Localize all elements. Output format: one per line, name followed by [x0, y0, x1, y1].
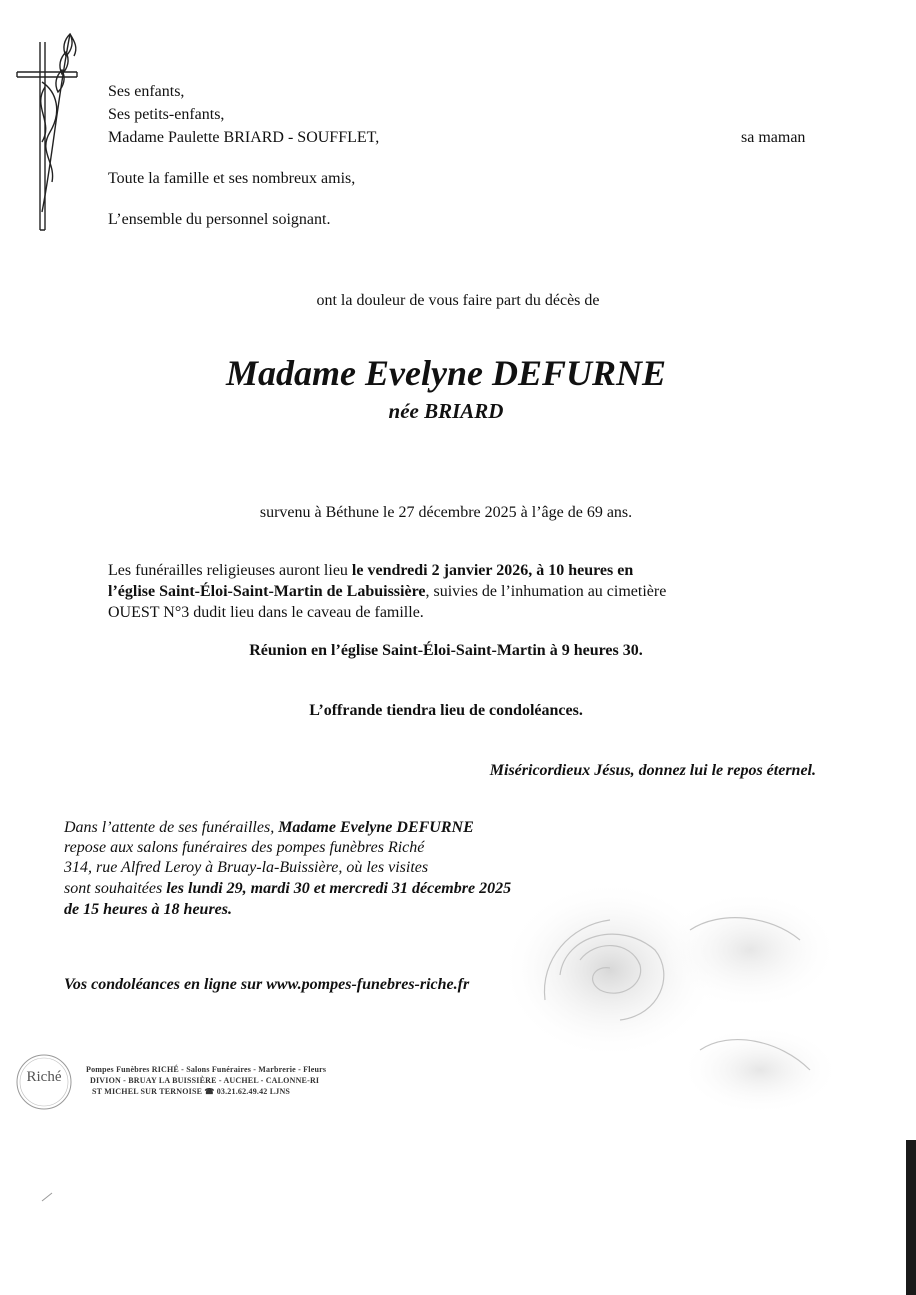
offering-info: L’offrande tiendra lieu de condoléances. — [309, 702, 583, 719]
cross-with-wheat-icon — [12, 12, 92, 237]
funeral-line-3: OUEST N°3 dudit lieu dans le caveau de famille. — [108, 604, 424, 621]
scan-edge — [906, 1140, 916, 1295]
footer-line-3: ST MICHEL SUR TERNOISE ☎ 03.21.62.49.42 LJNS — [92, 1087, 291, 1096]
funeral-burial: , suivies de l’inhumation au cimetière — [425, 583, 667, 600]
care-staff: L’ensemble du personnel soignant. — [108, 211, 331, 228]
funeral-date: le vendredi 2 janvier 2026, à 10 heures en — [351, 562, 634, 579]
deceased-name: Madame Evelyne DEFURNE — [226, 353, 666, 393]
visitation-hours: de 15 heures à 18 heures. — [64, 901, 233, 918]
online-condolences: Vos condoléances en ligne sur www.pompes-funebres-riche.fr — [64, 976, 470, 993]
family-grandchildren: Ses petits-enfants, — [108, 106, 225, 123]
pen-mark — [40, 1185, 70, 1205]
logo-text: Riché — [26, 1069, 62, 1085]
visitation-line-3: 314, rue Alfred Leroy à Bruay-la-Buissière, où les visites — [64, 859, 429, 876]
death-info: survenu à Béthune le 27 décembre 2025 à l’âge de 69 ans. — [259, 504, 633, 521]
visitation-line-4 — [64, 879, 511, 899]
family-mother-relation: sa maman — [741, 129, 806, 146]
visitation-dates: les lundi 29, mardi 30 et mercredi 31 décembre 2025 — [166, 880, 512, 897]
family-children: Ses enfants, — [108, 83, 185, 100]
funeral-church: l’église Saint-Éloi-Saint-Martin de Labuissière — [108, 583, 426, 600]
maiden-name: née BRIARD — [388, 399, 504, 423]
visitation-name: Madame Evelyne DEFURNE — [278, 819, 474, 836]
footer-line-1: Pompes Funèbres RICHÉ - Salons Funéraires - Marbrerie - Fleurs — [86, 1065, 327, 1074]
announcement-intro: ont la douleur de vous faire part du décès de — [316, 292, 600, 309]
family-mother-name: Madame Paulette BRIARD - SOUFFLET, — [108, 129, 380, 146]
prayer: Miséricordieux Jésus, donnez lui le repos éternel. — [489, 762, 816, 779]
meeting-info: Réunion en l’église Saint-Éloi-Saint-Martin à 9 heures 30. — [249, 642, 643, 659]
visitation-line-1 — [64, 818, 474, 838]
funeral-line-2 — [108, 581, 828, 602]
white-rose-decoration — [500, 880, 860, 1120]
visitation-line-2: repose aux salons funéraires des pompes funèbres Riché — [64, 839, 425, 856]
visitation-dates-intro: sont souhaitées — [64, 880, 167, 897]
footer-line-2: DIVION - BRUAY LA BUISSIÈRE - AUCHEL - CALONNE-RI — [90, 1076, 320, 1085]
funeral-text: Les funérailles religieuses auront lieu — [108, 562, 352, 579]
funeral-line-1 — [108, 560, 828, 581]
visitation-intro: Dans l’attente de ses funérailles, — [64, 819, 279, 836]
family-friends: Toute la famille et ses nombreux amis, — [108, 170, 356, 187]
